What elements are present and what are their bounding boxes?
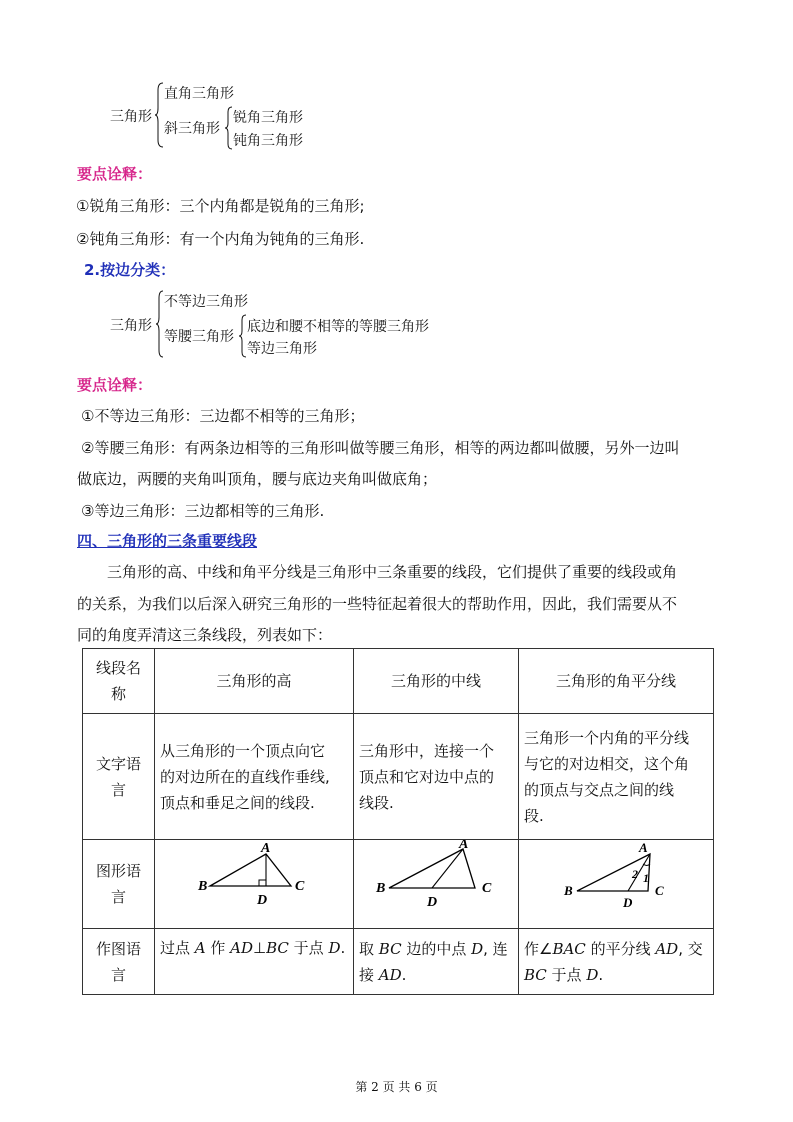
cell-line: 言 [110,780,126,799]
section-title: 四、三角形的三条重要线段 [77,532,258,550]
cell-line: 言 [110,888,126,906]
text-run: . [598,965,604,984]
angle-label: 1 [643,871,649,885]
tree-scalene-triangle: 不等边三角形 [164,294,248,310]
cell-line: 从三角形的一个顶点向它 [160,741,326,760]
side-classification-heading: 2.按边分类： [84,261,176,279]
math-symbol: BC [378,939,402,958]
math-symbol: D [471,939,484,958]
text-run: 的平分线 [585,939,656,958]
cell-line: 与它的对边相交，这个角 [524,754,690,773]
brace-icon [238,314,247,358]
math-symbol: AD [378,965,402,984]
cell-line: 顶点和它对边中点的 [359,767,495,786]
tree-root-label: 三角形 [110,109,152,125]
brace-icon [224,106,233,150]
cell-line: 三角形一个内角的平分线 [524,728,690,747]
math-symbol: D [328,939,341,957]
brace-icon [154,82,164,148]
math-symbol: A [194,939,206,957]
construction-cell [519,929,714,995]
note-item: ②钝角三角形：有一个内角为钝角的三角形. [76,230,365,248]
perpendicular-symbol: ⊥ [253,939,267,957]
brace-icon [155,290,164,358]
cell-line: 称 [110,685,126,703]
math-symbol: AD [230,939,254,957]
median-triangle-figure [354,840,517,920]
vertex-label: B [376,881,386,896]
text-cell [155,714,354,840]
row-label [83,929,155,995]
cell-line: 的对边所在的直线作垂线, [160,767,330,786]
table-row [83,929,714,995]
math-symbol: BAC [552,939,586,958]
text-run: 取 [359,939,379,958]
vertex-label: A [459,840,469,852]
tree-acute-triangle: 锐角三角形 [233,110,303,126]
tree-oblique-triangle: 斜三角形 [164,121,220,137]
tree-equilateral-triangle: 等边三角形 [247,341,317,357]
paragraph-line: 三角形的高、中线和角平分线是三角形中三条重要的线段，它们提供了重要的线段或角 [107,563,678,581]
tree-isosceles-triangle: 等腰三角形 [164,329,234,345]
figure-cell [155,840,354,929]
altitude-triangle-figure [155,840,352,920]
note-heading: 要点诠释： [77,165,153,183]
cell-line: 顶点和垂足之间的线段. [160,793,315,812]
text-run: , 交 [678,939,703,958]
math-symbol: AD [655,939,679,958]
row-label [83,714,155,840]
note-item: 做底边，两腰的夹角叫顶角，腰与底边夹角叫做底角； [77,470,438,488]
cell-line: 线段名 [95,659,141,677]
angle-bisector-triangle-figure [519,840,712,920]
text-run: 于点 [546,965,587,984]
vertex-label: C [482,881,492,896]
text-run: . [401,965,407,984]
note-item: ③等边三角形：三边都相等的三角形. [81,502,325,520]
text-run: 作 [205,939,231,957]
vertex-label: D [257,893,268,908]
math-symbol: BC [266,939,289,957]
note-item: ①不等边三角形：三边都不相等的三角形； [81,407,365,425]
cell-line [524,962,708,988]
tree-root-label: 三角形 [110,318,152,334]
page-footer: 第 2 页 共 6 页 [355,1080,438,1094]
cell-line: 文字语 [95,754,141,773]
header-cell: 三角形的角平分线 [519,649,714,714]
angle-label: 2 [632,867,638,881]
note-item: ①锐角三角形：三个内角都是锐角的三角形; [76,197,365,215]
cell-line: 图形语 [95,862,141,880]
paragraph-line: 同的角度弄清这三条线段，列表如下： [77,626,333,644]
vertex-label: C [655,883,664,898]
tree-obtuse-triangle: 钝角三角形 [233,133,303,149]
vertex-label: D [623,895,633,910]
math-symbol: D [586,965,599,984]
paragraph-line: 的关系，为我们以后深入研究三角形的一些特征起着很大的帮助作用，因此，我们需要从不 [77,595,678,613]
table-row [83,714,714,840]
vertex-label: B [198,879,208,894]
vertex-label: D [427,895,438,910]
vertex-label: C [295,879,305,894]
cell-line: 言 [110,965,126,984]
segments-table [82,648,714,995]
construction-cell [155,929,354,995]
vertex-label: A [261,841,271,856]
tree-right-triangle: 直角三角形 [164,86,234,102]
cell-line [359,936,513,962]
figure-cell [519,840,714,929]
cell-line: 作图语 [95,939,141,958]
text-cell [519,714,714,840]
table-row [83,649,714,714]
figure-cell [354,840,519,929]
text-run: 边的中点 [401,939,472,958]
text-run: 作∠ [524,939,553,958]
cell-line: 段. [524,806,544,825]
text-cell [354,714,519,840]
text-run: , 连 [483,939,508,958]
note-heading: 要点诠释： [77,376,153,394]
row-label [83,840,155,929]
construction-cell [354,929,519,995]
note-item: ②等腰三角形：有两条边相等的三角形叫做等腰三角形，相等的两边都叫做腰，另外一边叫 [81,439,680,457]
vertex-label: A [639,840,648,855]
cell-line: 线段. [359,793,394,812]
vertex-label: B [564,883,573,898]
header-cell: 三角形的高 [155,649,354,714]
header-cell: 三角形的中线 [354,649,519,714]
cell-line: 的顶点与交点之间的线 [524,780,675,799]
text-run: . [340,939,346,957]
text-run: 过点 [160,939,195,957]
header-cell [83,649,155,714]
text-run: 接 [359,965,379,984]
cell-line [524,936,708,962]
text-run: 于点 [288,939,329,957]
table-row [83,840,714,929]
tree-isosceles-non-equilateral: 底边和腰不相等的等腰三角形 [247,319,429,335]
cell-line: 三角形中，连接一个 [359,741,495,760]
cell-line [359,962,513,988]
math-symbol: BC [524,965,547,984]
